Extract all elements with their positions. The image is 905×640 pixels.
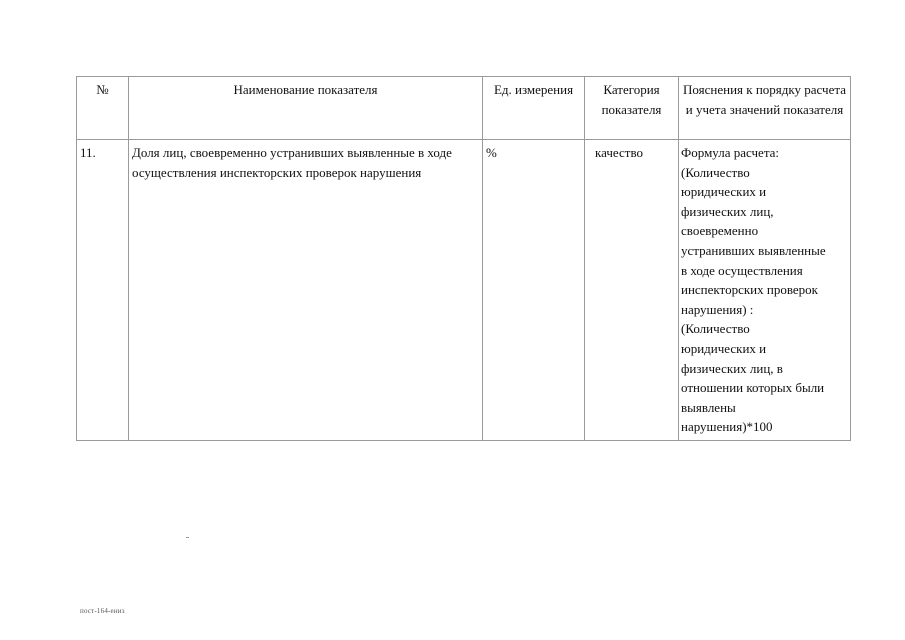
explanation-line: своевременно	[681, 223, 759, 239]
explanation-line: (Количество	[681, 321, 750, 337]
explanation-line: Формула расчета:	[681, 145, 780, 160]
row-category: качество	[585, 140, 679, 441]
row-explanation	[679, 140, 851, 441]
explanation-line: физических лиц, в	[681, 360, 783, 376]
row-number: 11.	[77, 140, 129, 441]
table-row	[77, 140, 851, 441]
header-unit: Ед. измерения	[483, 77, 585, 140]
explanation-line: (Количество	[681, 164, 750, 180]
explanation-line: инспекторских проверок	[681, 282, 818, 298]
explanation-line: отношении которых были	[681, 380, 825, 396]
footer-file-tag: пост-164-ениз	[80, 607, 125, 615]
explanation-line: юридических и	[681, 340, 767, 356]
header-indicator-name: Наименование показателя	[129, 77, 483, 140]
row-indicator-name: Доля лиц, своевременно устранивших выявленные в ходе осуществления инспекторских проверок нарушения	[129, 140, 483, 441]
explanation-line: юридических и	[681, 184, 767, 200]
explanation-line: физических лиц,	[681, 203, 774, 219]
header-explanation: Пояснения к порядку расчета и учета значений показателя	[679, 77, 851, 140]
row-unit: %	[483, 140, 585, 441]
explanation-line: нарушения)*100	[681, 419, 773, 435]
header-category: Категория показателя	[585, 77, 679, 140]
explanation-line: нарушения) :	[681, 301, 754, 317]
explanation-line: устранивших выявленные	[681, 242, 826, 258]
table-header-row	[77, 77, 851, 140]
scan-speck	[186, 537, 189, 538]
explanation-line: в ходе осуществления	[681, 262, 803, 278]
header-number: №	[77, 77, 129, 140]
explanation-line: выявлены	[681, 399, 736, 415]
indicator-table	[76, 76, 851, 441]
